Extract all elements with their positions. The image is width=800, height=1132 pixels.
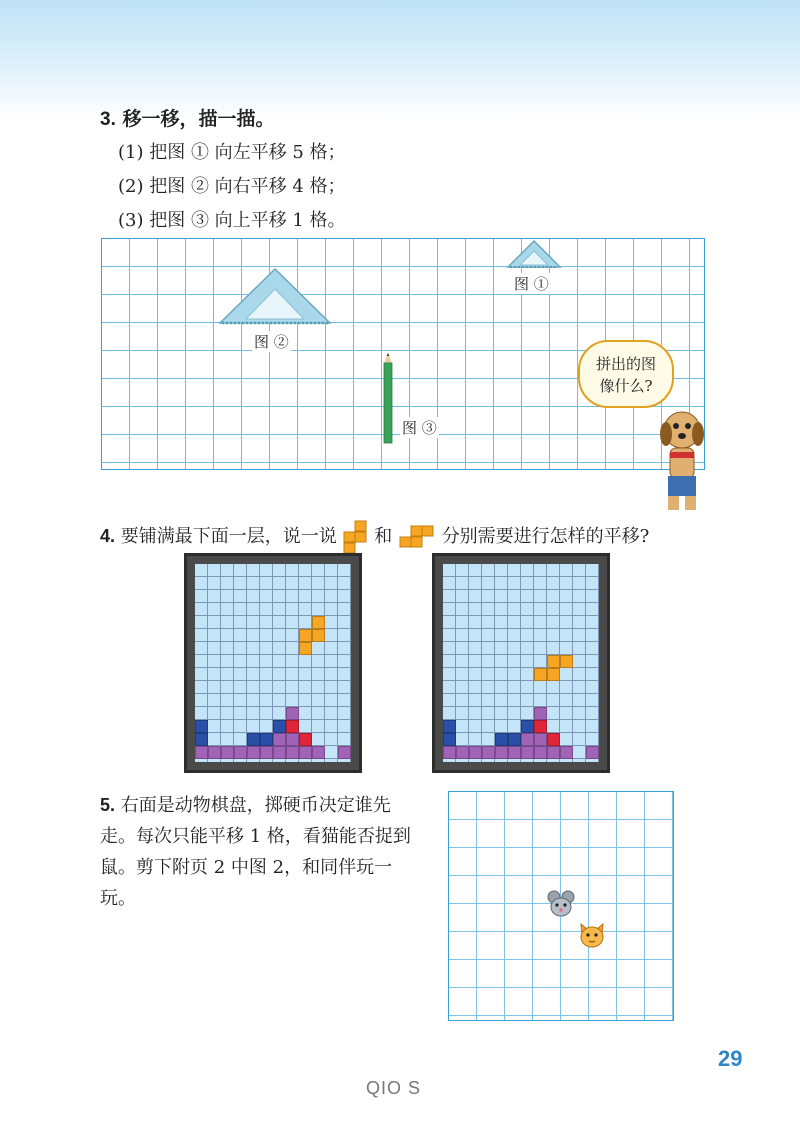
- purple-block: [534, 746, 547, 759]
- purple-block: [273, 733, 286, 746]
- purple-block: [234, 746, 247, 759]
- triangle-ruler-icon: [218, 267, 332, 327]
- exercise-4-text-before: 要铺满最下面一层，说一说: [120, 526, 337, 547]
- exercise-number: 5.: [100, 795, 116, 815]
- header-band: [0, 0, 800, 120]
- purple-block: [286, 733, 299, 746]
- exercise-4-title: [100, 520, 649, 554]
- pencil-icon: [382, 353, 394, 445]
- exercise-number: 3.: [100, 109, 116, 130]
- exercise-5-text: [100, 790, 420, 914]
- triangle-ruler-icon: [506, 239, 562, 271]
- red-block: [299, 733, 312, 746]
- orange-block: [547, 655, 560, 668]
- step-2: (2) 把图 ② 向右平移 4 格；: [118, 176, 346, 197]
- footer-watermark: QIO S: [366, 1078, 422, 1098]
- purple-block: [338, 746, 351, 759]
- red-block: [286, 720, 299, 733]
- blue-block: [508, 733, 521, 746]
- purple-block: [482, 746, 495, 759]
- purple-block: [586, 746, 599, 759]
- purple-block: [286, 746, 299, 759]
- purple-block: [247, 746, 260, 759]
- tetris-board-2: [432, 553, 610, 773]
- purple-block: [312, 746, 325, 759]
- tetris-piece-horizontal-icon: [398, 525, 436, 549]
- purple-block: [195, 746, 208, 759]
- animal-chessboard: [448, 791, 674, 1021]
- purple-block: [286, 707, 299, 720]
- orange-block: [299, 629, 312, 642]
- orange-block: [312, 616, 325, 629]
- dog-mascot-icon: [652, 404, 708, 514]
- purple-block: [560, 746, 573, 759]
- speech-bubble: [578, 340, 674, 408]
- purple-block: [456, 746, 469, 759]
- board-grid: [443, 564, 599, 762]
- purple-block: [260, 746, 273, 759]
- tetris-piece-vertical-icon: [342, 520, 368, 554]
- exercise-4-text-after: 分别需要进行怎样的平移?: [441, 526, 650, 547]
- step-3: (3) 把图 ③ 向上平移 1 格。: [118, 210, 346, 231]
- bubble-line-1: 拼出的图: [595, 355, 656, 373]
- red-block: [534, 720, 547, 733]
- exercise-3-title: [100, 104, 275, 131]
- blue-block: [521, 720, 534, 733]
- exercise-5-body: 右面是动物棋盘，掷硬币决定谁先走。每次只能平移 1 格，看猫能否捉到鼠。剪下附页 2 中图 2，和同伴玩一玩。: [100, 795, 411, 909]
- purple-block: [299, 746, 312, 759]
- bubble-line-2: 像什么?: [599, 377, 653, 395]
- blue-block: [195, 733, 208, 746]
- blue-block: [495, 733, 508, 746]
- purple-block: [534, 733, 547, 746]
- orange-block: [560, 655, 573, 668]
- red-block: [547, 733, 560, 746]
- purple-block: [508, 746, 521, 759]
- step-1: (1) 把图 ① 向左平移 5 格；: [118, 142, 346, 163]
- board-grid: [195, 564, 351, 762]
- exercise-title-text: 移一移，描一描。: [122, 108, 275, 130]
- purple-block: [521, 733, 534, 746]
- orange-block: [312, 629, 325, 642]
- figure-3-label: 图 ③: [402, 419, 437, 437]
- purple-block: [547, 746, 560, 759]
- purple-block: [443, 746, 456, 759]
- figure-1-label: 图 ①: [514, 275, 549, 293]
- purple-block: [208, 746, 221, 759]
- purple-block: [469, 746, 482, 759]
- tetris-board-1: [184, 553, 362, 773]
- blue-block: [273, 720, 286, 733]
- blue-block: [247, 733, 260, 746]
- exercise-number: 4.: [100, 526, 116, 546]
- blue-block: [443, 733, 456, 746]
- purple-block: [221, 746, 234, 759]
- orange-block: [547, 668, 560, 681]
- purple-block: [495, 746, 508, 759]
- orange-block: [534, 668, 547, 681]
- figure-2-label: 图 ②: [254, 333, 289, 351]
- blue-block: [260, 733, 273, 746]
- page-number: 29: [718, 1046, 743, 1071]
- cat-piece-icon[interactable]: [577, 920, 607, 950]
- mouse-piece-icon[interactable]: [546, 889, 576, 919]
- blue-block: [443, 720, 456, 733]
- exercise-4-text-mid: 和: [374, 526, 393, 547]
- purple-block: [534, 707, 547, 720]
- blue-block: [195, 720, 208, 733]
- purple-block: [273, 746, 286, 759]
- purple-block: [521, 746, 534, 759]
- orange-block: [299, 642, 312, 655]
